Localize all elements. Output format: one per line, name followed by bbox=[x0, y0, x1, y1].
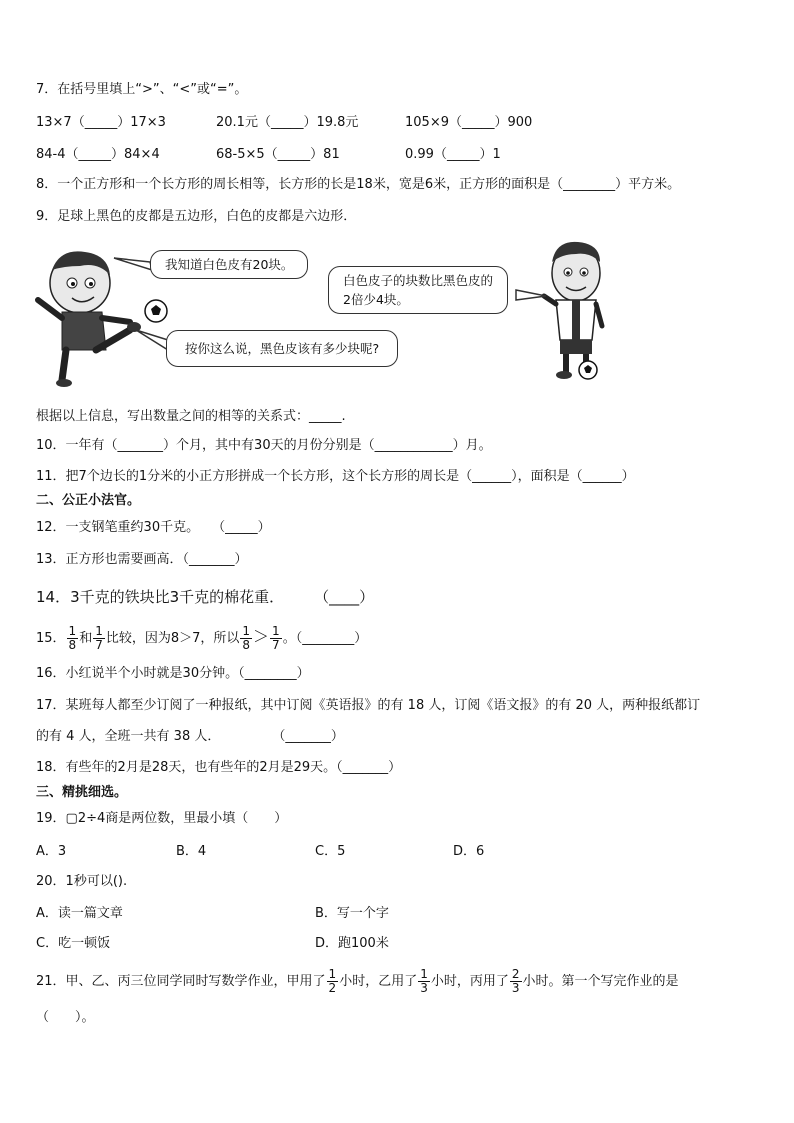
fraction: $\frac{1}{8}$ bbox=[68, 624, 77, 652]
fraction: $\frac{1}{3}$ bbox=[420, 967, 428, 995]
bubble-tail bbox=[136, 330, 168, 350]
bubble-tail bbox=[114, 258, 152, 270]
soccer-ball-icon bbox=[579, 361, 597, 379]
q12-text: 12．一支钢笔重约30千克。 （_____） bbox=[36, 520, 271, 535]
q17-line-1: 17．某班每人都至少订阅了一种报纸，其中订阅《英语报》的有 18 人，订阅《语文报》的有 20 人，两种报纸都订 bbox=[36, 698, 701, 713]
q15-text bbox=[36, 622, 367, 654]
section-3-heading: 三、精挑细选。 bbox=[36, 785, 128, 800]
q20-option-b[interactable]: B．写一个字 bbox=[315, 906, 389, 921]
q21-suffix: 小时。第一个写完作业的是 bbox=[522, 974, 679, 989]
q13-text: 13．正方形也需要画高．（_______） bbox=[36, 552, 248, 567]
q11-text: 11．把7个边长的1分米的小正方形拼成一个长方形，这个长方形的周长是（______），面积是（______） bbox=[36, 469, 635, 484]
bubble-2-line-1: 白色皮子的块数比黑色皮的 bbox=[343, 273, 494, 288]
q20-option-c[interactable]: C．吃一顿饭 bbox=[36, 936, 111, 951]
bubble-1-text: 我知道白色皮有20块。 bbox=[165, 257, 294, 272]
q19-option-c[interactable]: C．5 bbox=[315, 844, 346, 859]
kicking-boy-figure bbox=[38, 251, 141, 387]
q15-suffix: 。（________） bbox=[282, 631, 368, 646]
q16-text: 16．小红说半个小时就是30分钟。（________） bbox=[36, 666, 310, 681]
standing-boy-figure bbox=[544, 242, 602, 379]
soccer-ball-icon bbox=[145, 300, 167, 322]
q14-text: 14．3千克的铁块比3千克的棉花重． （____） bbox=[36, 588, 375, 606]
q20-option-d[interactable]: D．跑100米 bbox=[315, 936, 389, 951]
fraction: $\frac{1}{2}$ bbox=[328, 967, 337, 995]
q17-line-2: 的有 4 人，全班一共有 38 人． （_______） bbox=[36, 729, 344, 744]
q20-title: 20．1秒可以(). bbox=[36, 874, 128, 889]
q19-option-d[interactable]: D．6 bbox=[453, 844, 485, 859]
q8-text: 8．一个正方形和一个长方形的周长相等，长方形的长是18米，宽是6米，正方形的面积是（________）平方米。 bbox=[36, 177, 681, 192]
speech-bubble-1 bbox=[150, 250, 308, 279]
speech-bubble-3 bbox=[166, 330, 398, 367]
q21-text-part: 小时，丙用了 bbox=[430, 974, 509, 989]
greater-than-sign: ＞ bbox=[253, 627, 270, 646]
q7-item-5: 68-5×5（_____）81 bbox=[216, 147, 340, 162]
bubble-3-text: 按你这么说，黑色皮该有多少块呢? bbox=[185, 341, 380, 356]
q7-item-2: 20.1元（_____）19.8元 bbox=[216, 115, 359, 130]
fraction: $\frac{1}{7}$ bbox=[95, 624, 103, 652]
q20-option-a[interactable]: A．读一篇文章 bbox=[36, 906, 123, 921]
fraction: $\frac{1}{7}$ bbox=[272, 624, 280, 652]
q21-text-part: 小时，乙用了 bbox=[339, 974, 418, 989]
q21-answer-blank: （ ）。 bbox=[36, 1010, 95, 1025]
q19-option-a[interactable]: A．3 bbox=[36, 844, 67, 859]
q21-text bbox=[36, 967, 679, 997]
q9-title: 9．足球上黑色的皮都是五边形，白色的皮都是六边形． bbox=[36, 209, 357, 224]
q9-relation: 根据以上信息，写出数量之间的相等的关系式：_____. bbox=[36, 409, 346, 424]
q10-text: 10．一年有（_______）个月，其中有30天的月份分别是（____________）月。 bbox=[36, 438, 492, 453]
q7-item-3: 105×9（_____）900 bbox=[405, 115, 533, 130]
section-2-heading: 二、公正小法官。 bbox=[36, 493, 141, 508]
fraction: $\frac{1}{8}$ bbox=[242, 624, 251, 652]
q19-option-b[interactable]: B．4 bbox=[176, 844, 207, 859]
q15-prefix: 15． bbox=[36, 631, 66, 646]
bubble-2-line-2: 2倍少4块。 bbox=[343, 292, 409, 307]
speech-bubble-2 bbox=[328, 266, 508, 314]
q18-text: 18．有些年的2月是28天，也有些年的2月是29天。（_______） bbox=[36, 760, 402, 775]
q7-item-4: 84-4（_____）84×4 bbox=[36, 147, 160, 162]
q19-title: 19．▢2÷4商是两位数，里最小填（ ） bbox=[36, 811, 288, 826]
q15-text-part: 和 bbox=[79, 631, 93, 646]
q7-title: 7．在括号里填上“>”、“<”或“=”。 bbox=[36, 82, 248, 97]
q7-item-1: 13×7（_____）17×3 bbox=[36, 115, 166, 130]
q15-text-part: 比较，因为8＞7，所以 bbox=[105, 631, 240, 646]
bubble-tail bbox=[516, 290, 546, 300]
fraction: $\frac{2}{3}$ bbox=[511, 967, 520, 995]
q21-prefix: 21．甲、乙、丙三位同学同时写数学作业，甲用了 bbox=[36, 974, 326, 989]
q7-item-6: 0.99（_____）1 bbox=[405, 147, 501, 162]
